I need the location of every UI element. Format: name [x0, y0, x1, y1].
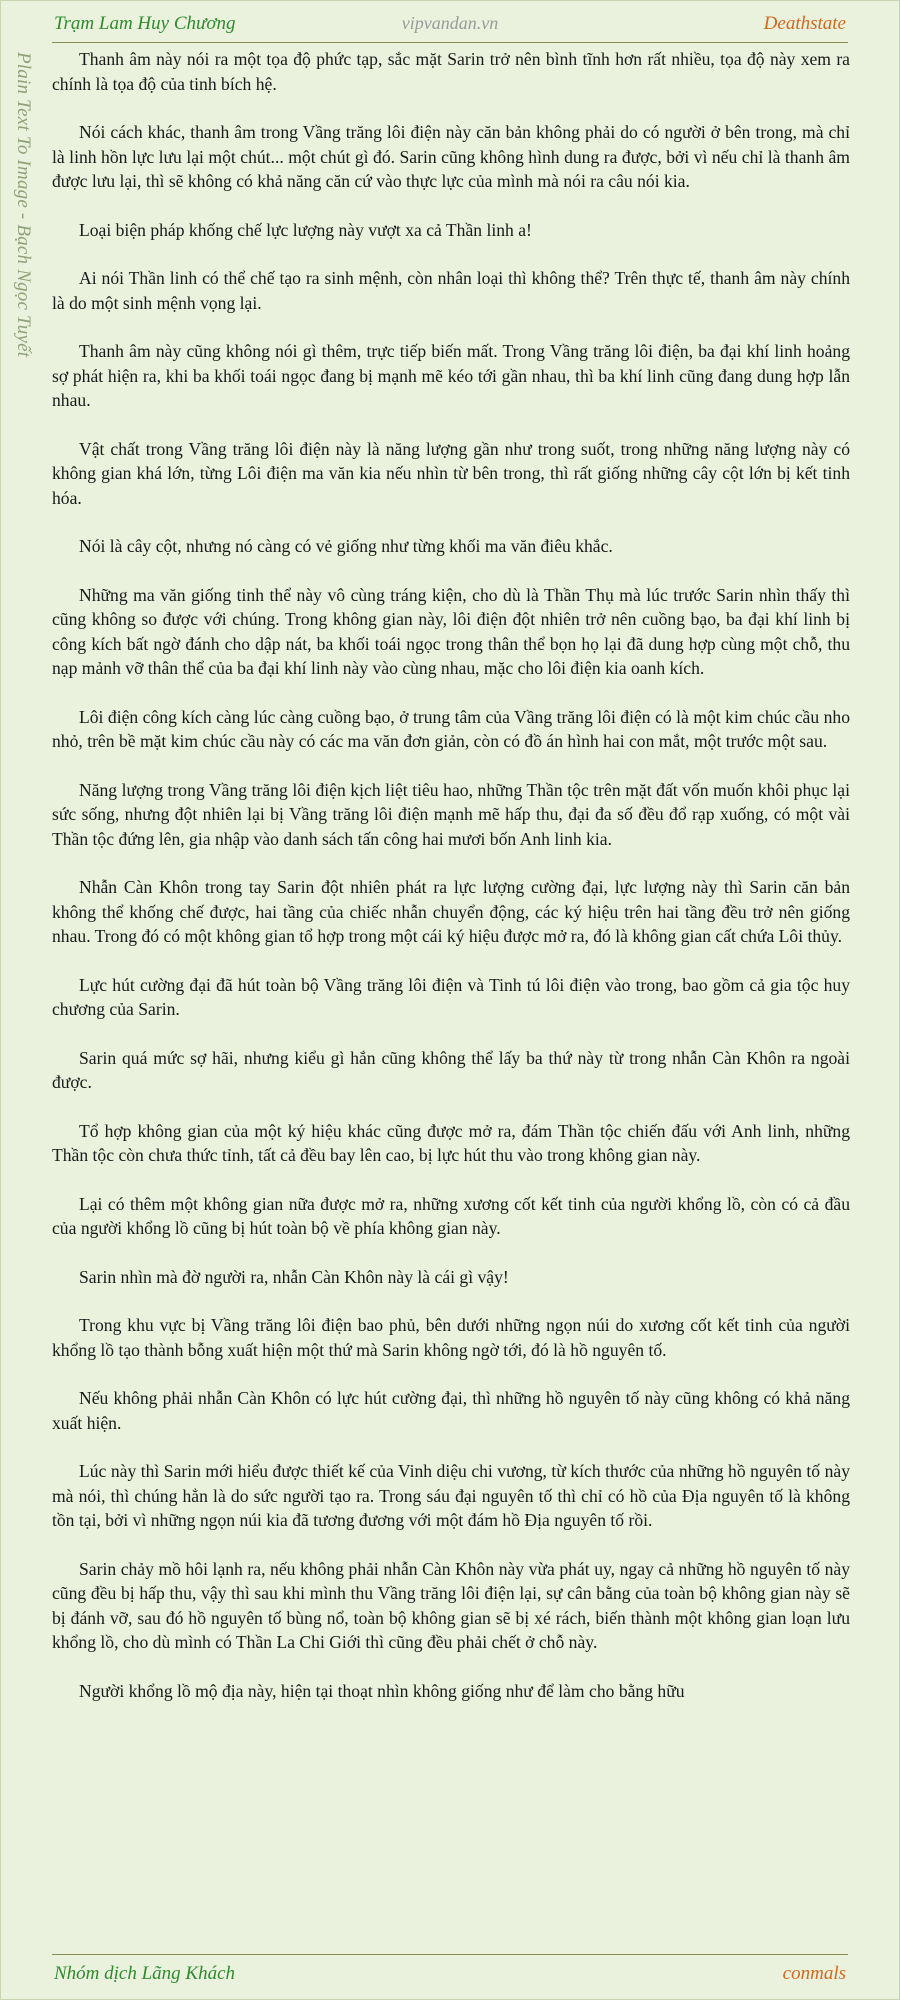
- paragraph: Lại có thêm một không gian nữa được mở ra, những xương cốt kết tinh của người khổng lồ, còn có cả đầu của người khổng lồ cũng bị hút toàn bộ về phía không gian này.: [52, 1193, 850, 1238]
- paragraph: Lúc này thì Sarin mới hiểu được thiết kế của Vinh diệu chi vương, từ kích thước của những hồ nguyên tố này mà nói, thì chúng hẳn là do sức người tạo ra. Trong sáu đại nguyên tố thì chỉ có hồ của Địa nguyên tố là không tồn tại, bởi vì những ngọn núi kia đã tương đương với một đám hồ Địa nguyên tố rồi.: [52, 1461, 850, 1530]
- paragraph: Sarin chảy mồ hôi lạnh ra, nếu không phải nhẫn Càn Khôn này vừa phát uy, ngay cả những hồ nguyên tố này cũng đều bị hấp thu, vậy thì sau khi mình thu Vầng trăng lôi điện lại, sự cân bằng của toàn bộ không gian này sẽ bị đánh vỡ, sau đó hồ nguyên tố bùng nổ, toàn bộ không gian sẽ bị xé rách, biến thành một không gian loạn lưu khổng lồ, cho dù mình có Thần La Chi Giới thì cũng đều phải chết ở chỗ này.: [52, 1558, 850, 1652]
- paragraph: Loại biện pháp khống chế lực lượng này vượt xa cả Thần linh a!: [79, 219, 532, 240]
- header-author: Deathstate: [763, 13, 846, 34]
- chapter-body: [52, 47, 850, 1727]
- paragraph: Ai nói Thần linh có thể chế tạo ra sinh mệnh, còn nhân loại thì không thể? Trên thực tế, thanh âm này chính là do một sinh mệnh vọng lại.: [52, 268, 850, 313]
- page-header: [52, 6, 848, 43]
- footer-translator-group: Nhóm dịch Lãng Khách: [54, 1963, 236, 1984]
- paragraph: Lôi điện công kích càng lúc càng cuồng bạo, ở trung tâm của Vầng trăng lôi điện có là một kim chúc cầu nho nhỏ, trên bề mặt kim chúc cầu này có các ma văn đơn giản, còn có đồ án hình hai con mắt, một trước một sau.: [52, 706, 850, 751]
- paragraph: Nói cách khác, thanh âm trong Vầng trăng lôi điện này căn bản không phải do có người ở bên trong, mà chỉ là linh hồn lực lưu lại một chút... một chút gì đó. Sarin cũng không hình dung ra được, bởi vì nếu chỉ là thanh âm được lưu lại, thì sẽ không có khả năng căn cứ vào thực lực của mình mà nói ra câu nói kia.: [52, 122, 850, 191]
- header-book-title: Trạm Lam Huy Chương: [54, 13, 236, 34]
- paragraph: Những ma văn giống tinh thể này vô cùng tráng kiện, cho dù là Thần Thụ mà lúc trước Sarin nhìn thấy thì cũng không so được với chúng. Trong không gian này, lôi điện đột nhiên trở nên cuồng bạo, ba đại khí linh bị công kích bất ngờ đánh cho dập nát, ba khối toái ngọc trong thân thể bọn họ lại đã dung hợp cùng một chỗ, thu nạp mảnh vỡ thân thể của ba đại khí linh này vào cùng nhau, mặc cho lôi điện kia oanh kích.: [52, 584, 850, 678]
- paragraph: Nếu không phải nhẫn Càn Khôn có lực hút cường đại, thì những hồ nguyên tố này cũng không có khả năng xuất hiện.: [52, 1388, 850, 1433]
- paragraph: Sarin nhìn mà đờ người ra, nhẫn Càn Khôn này là cái gì vậy!: [79, 1266, 509, 1287]
- footer-editor: conmals: [782, 1963, 846, 1984]
- page-footer: [52, 1954, 848, 1995]
- paragraph: Năng lượng trong Vầng trăng lôi điện kịch liệt tiêu hao, những Thần tộc trên mặt đất vốn muốn khôi phục lại sức sống, nhưng đột nhiên lại bị Vầng trăng lôi điện mạnh mẽ hấp thu, đại đa số đều đổ rạp xuống, có một vài Thần tộc đứng lên, gia nhập vào danh sách tấn công hai mươi bốn Anh linh kia.: [52, 779, 850, 849]
- side-watermark-text: Plain Text To Image - Bạch Ngọc Tuyết: [13, 52, 34, 358]
- paragraph: Trong khu vực bị Vầng trăng lôi điện bao phủ, bên dưới những ngọn núi do xương cốt kết tinh của người khổng lồ tạo thành bỗng xuất hiện một thứ mà Sarin không ngờ tới, đó là hồ nguyên tố.: [52, 1315, 850, 1360]
- paragraph: Sarin quá mức sợ hãi, nhưng kiểu gì hắn cũng không thể lấy ba thứ này từ trong nhẫn Càn Khôn ra ngoài được.: [52, 1047, 850, 1092]
- header-site-name: vipvandan.vn: [401, 13, 499, 33]
- side-watermark-area: [2, 52, 44, 512]
- paragraph: Thanh âm này nói ra một tọa độ phức tạp, sắc mặt Sarin trở nên bình tĩnh hơn rất nhiều, tọa độ này xem ra chính là tọa độ của tinh bích hệ.: [52, 49, 850, 94]
- paragraph: Người khổng lồ mộ địa này, hiện tại thoạt nhìn không giống như để làm cho bằng hữu: [79, 1680, 685, 1701]
- paragraph: Thanh âm này cũng không nói gì thêm, trực tiếp biến mất. Trong Vầng trăng lôi điện, ba đại khí linh hoảng sợ phát hiện ra, khi ba khối toái ngọc đang bị mạnh mẽ kéo tới gần nhau, thì ba khí linh cũng đang dung hợp lẫn nhau.: [52, 341, 850, 410]
- paragraph: Vật chất trong Vầng trăng lôi điện này là năng lượng gần như trong suốt, trong những năng lượng này có không gian khá lớn, từng Lôi điện ma văn kia nếu nhìn từ bên trong, thì rất giống những cây cột lớn bị kết tinh hóa.: [52, 438, 850, 508]
- paragraph: Lực hút cường đại đã hút toàn bộ Vầng trăng lôi điện và Tinh tú lôi điện vào trong, bao gồm cả gia tộc huy chương của Sarin.: [52, 974, 850, 1019]
- paragraph: Nhẫn Càn Khôn trong tay Sarin đột nhiên phát ra lực lượng cường đại, lực lượng này thì Sarin căn bản không thể khống chế được, hai tầng của chiếc nhẫn chuyển động, các ký hiệu trên hai tầng đều trở nên giống nhau. Trong đó có một không gian tổ hợp trong một cái ký hiệu được mở ra, đó là không gian cất chứa Lôi thủy.: [52, 877, 850, 946]
- paragraph: Tổ hợp không gian của một ký hiệu khác cũng được mở ra, đám Thần tộc chiến đấu với Anh linh, những Thần tộc còn chưa thức tỉnh, tất cả đều bay lên cao, bị lực hút thu vào trong không gian này.: [52, 1120, 850, 1165]
- paragraph: Nói là cây cột, nhưng nó càng có vẻ giống như từng khối ma văn điêu khắc.: [79, 536, 613, 556]
